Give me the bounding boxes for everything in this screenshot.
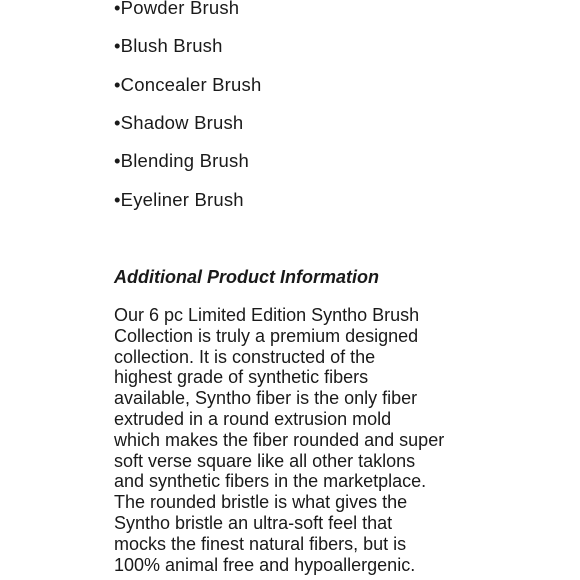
product-description	[114, 305, 474, 575]
description-line: Our 6 pc Limited Edition Syntho Brush	[114, 305, 420, 325]
description-line: Syntho bristle an ultra-soft feel that	[114, 512, 393, 533]
section-heading: Additional Product Information	[114, 267, 379, 287]
description-line: which makes the fiber rounded and super	[114, 429, 445, 450]
brush-item-concealer: •Concealer Brush	[114, 74, 262, 95]
brush-item-shadow: •Shadow Brush	[114, 112, 244, 133]
brush-item-blending: •Blending Brush	[114, 150, 249, 171]
description-line: highest grade of synthetic fibers	[114, 367, 369, 388]
description-line: The rounded bristle is what gives the	[114, 492, 408, 513]
brush-item-powder: •Powder Brush	[114, 0, 240, 18]
description-line: extruded in a round extrusion mold	[114, 408, 392, 429]
description-line: and synthetic fibers in the marketplace.	[114, 471, 427, 492]
description-line: 100% animal free and hypoallergenic.	[114, 554, 416, 575]
description-line: soft verse square like all other taklons	[114, 450, 416, 471]
description-line: Collection is truly a premium designed	[114, 325, 419, 346]
brush-item-eyeliner: •Eyeliner Brush	[114, 189, 244, 210]
description-line: collection. It is constructed of the	[114, 346, 376, 367]
description-line: mocks the finest natural fibers, but is	[114, 533, 407, 554]
description-line: available, Syntho fiber is the only fiber	[114, 388, 418, 409]
brush-item-blush: •Blush Brush	[114, 35, 223, 56]
